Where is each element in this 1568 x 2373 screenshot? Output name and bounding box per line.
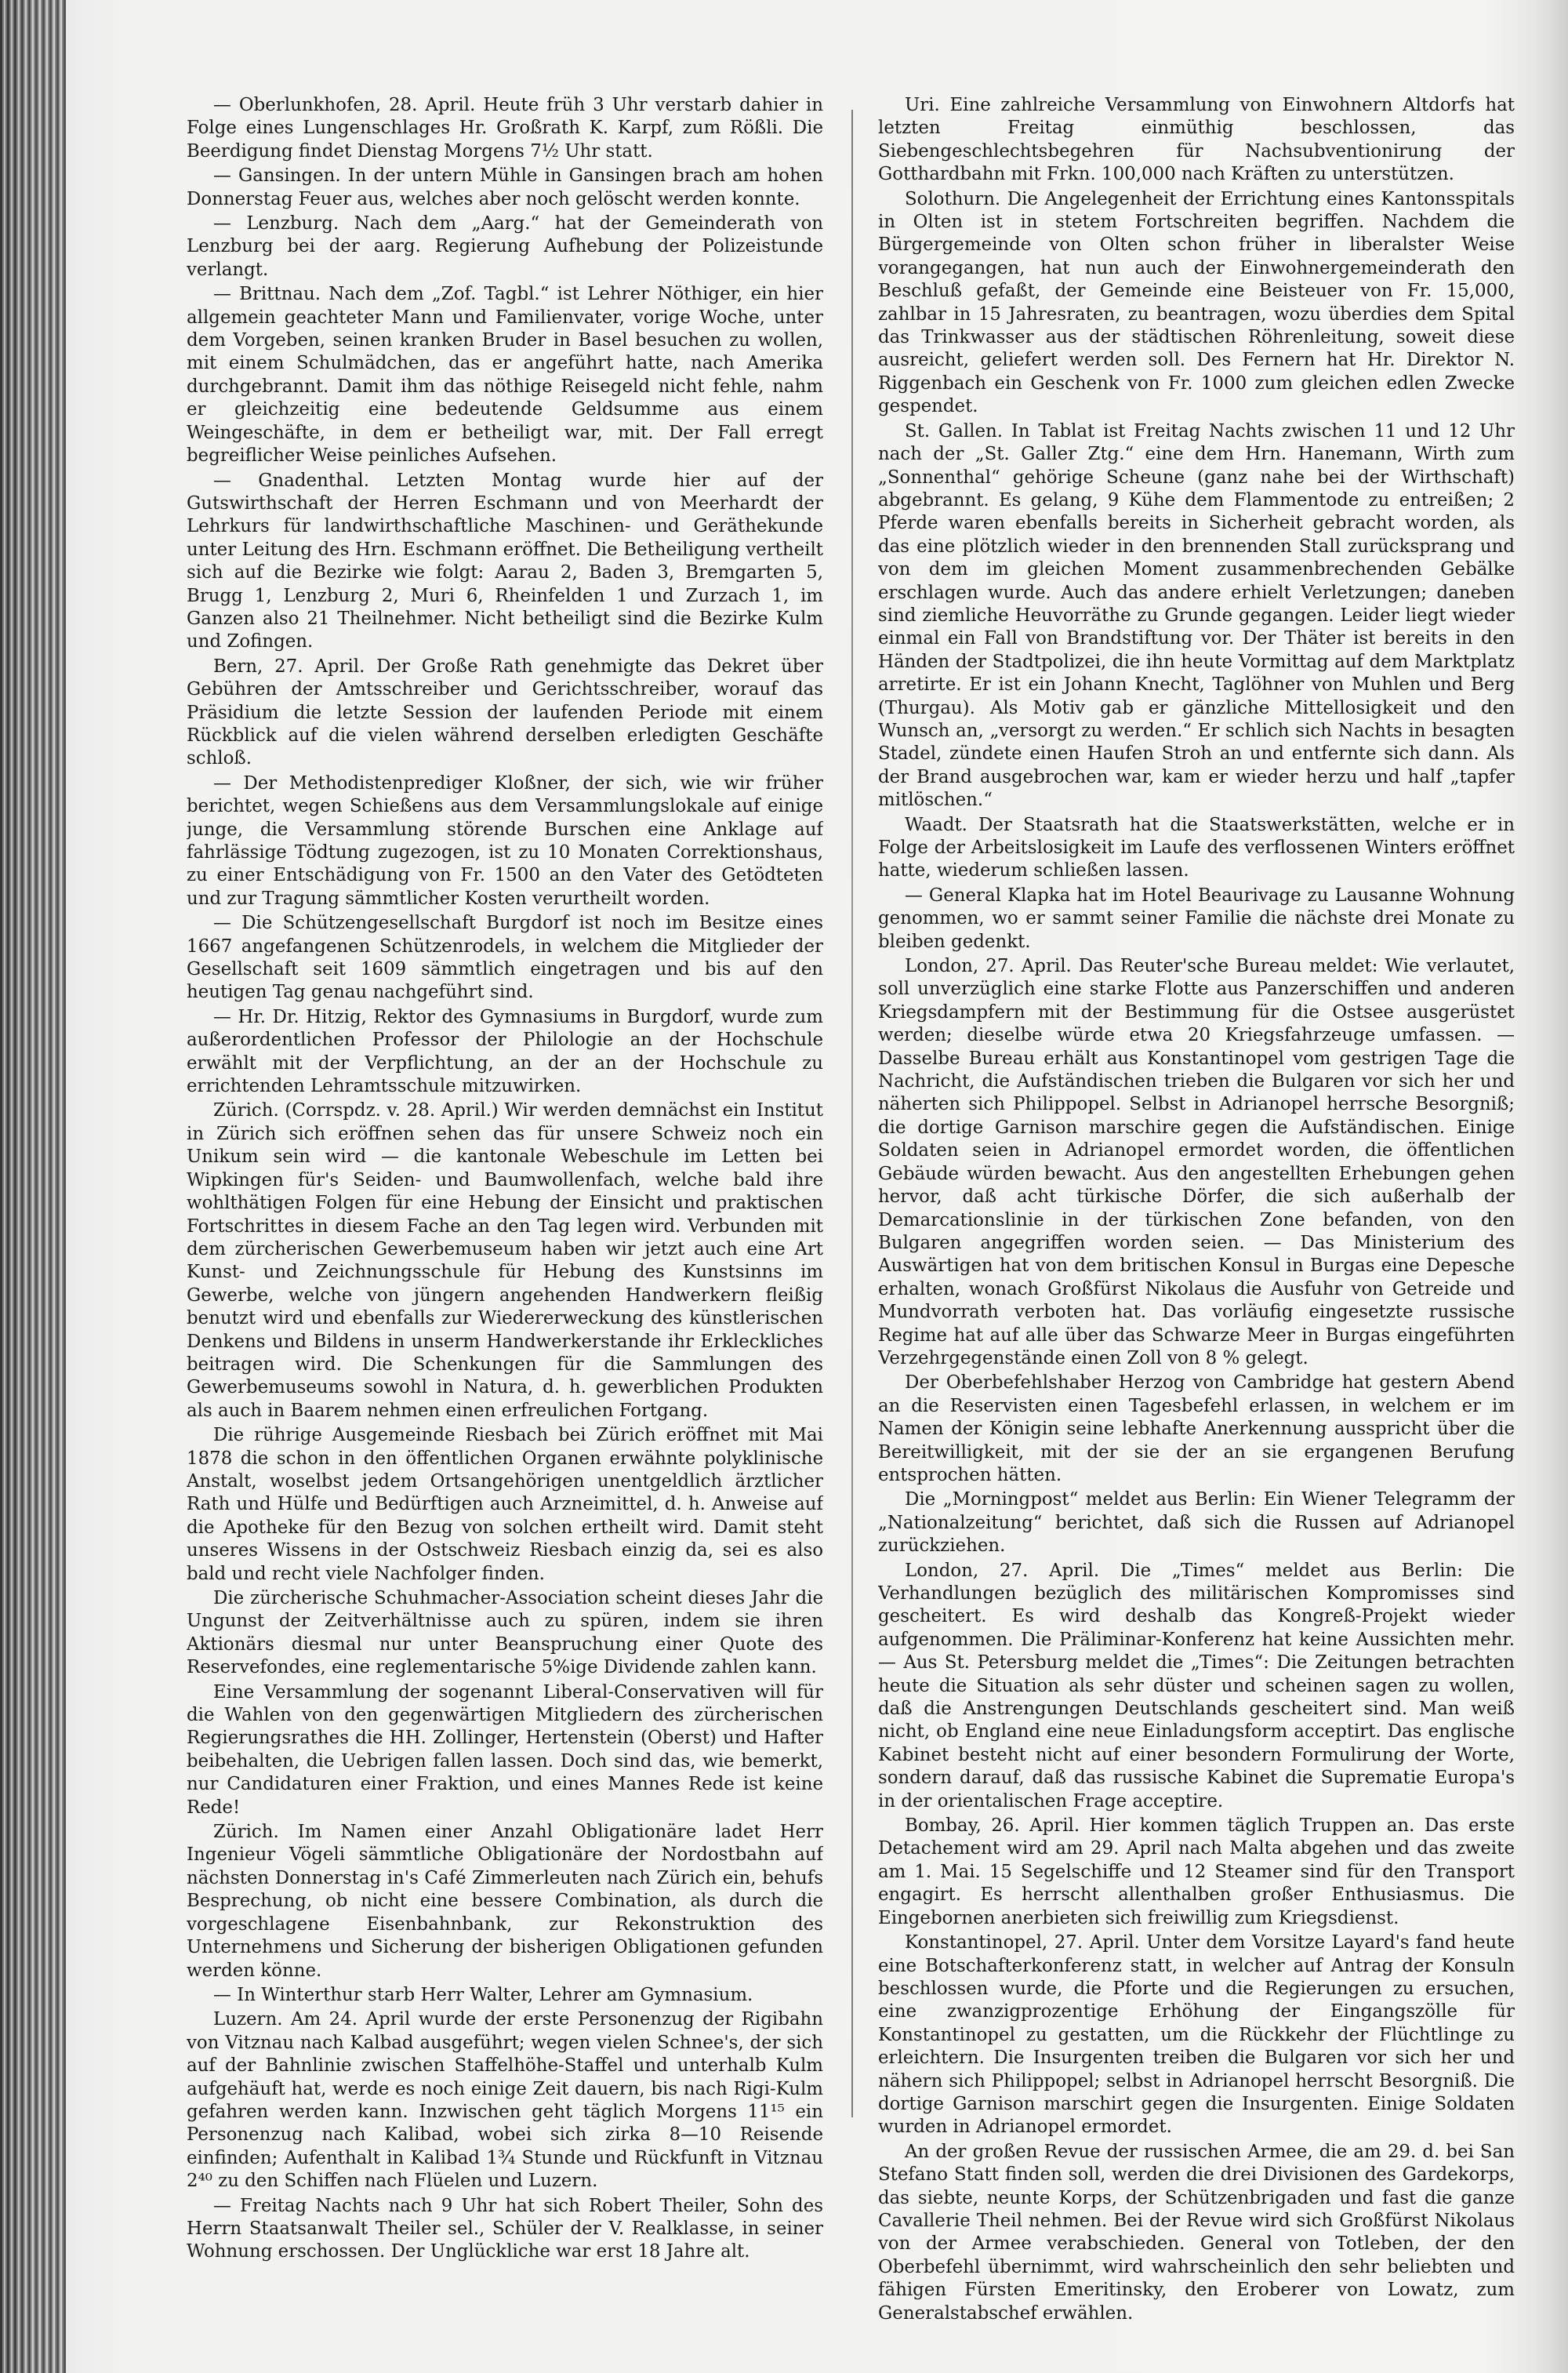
para-klapka: — General Klapka hat im Hotel Beaurivage zu Lausanne Wohnung genommen, wo er sammt seiner Familie die nächste drei Monate zu bleiben gedenkt.: [878, 885, 1515, 952]
book-spine-edge: [0, 0, 66, 2373]
para-konstantinopel: Konstantinopel, 27. April. Unter dem Vorsitze Layard's fand heute eine Botschafterkonferenz statt, in welcher auf Antrag der Konsuln beschlossen wurde, die Pforte und die Regierungen zu ersuchen, eine zwanzigprozentige Erhöhung der Eingangszölle für Konstantinopel zu gestatten, um die Rückkehr der Flüchtlinge zu erleichtern. Die Insurgenten treiben die Bulgaren vor sich her und nähern sich Philippopel; selbst in Adrianopel herrscht Besorgniß. Die dortige Garnison marschirt gegen die Insurgenten. Einige Soldaten wurden in Adrianopel ermordet.: [878, 1932, 1515, 2138]
para-revue: An der großen Revue der russischen Armee, die am 29. d. bei San Stefano Statt finden soll, werden die drei Divisionen des Gardekorps, das siebte, neunte Korps, der Schützenbrigaden und fast die ganze Cavallerie Theil nehmen. Bei der Revue wird sich Großfürst Nikolaus von der Armee verabschieden. General von Totleben, der den Oberbefehl übernimmt, wird wahrscheinlich den sehr beliebten und fähigen Fürsten Emeritinsky, den Eroberer von Lowatz, zum Generalstabschef erwählen.: [878, 2141, 1515, 2324]
para-st-gallen: St. Gallen. In Tablat ist Freitag Nachts zwischen 11 und 12 Uhr nach der „St. Galler Ztg.“ eine dem Hrn. Hanemann, Wirth zum „Sonnenthal“ gehörige Scheune (ganz nahe bei der Wirthschaft) abgebrannt. Es gelang, 9 Kühe dem Flammentode zu entreißen; 2 Pferde waren ebenfalls bereits in Sicherheit gebracht worden, als das eine plötzlich wieder in den brennenden Stall zurücksprang und von dem im gleichen Moment zusammenbrechenden Gebälke erschlagen wurde. Auch das andere erhielt Verletzungen; daneben sind ziemliche Heuvorräthe zu Grunde gegangen. Leider liegt wieder einmal ein Fall von Brandstiftung vor. Der Thäter ist bereits in den Händen der Stadtpolizei, die ihn heute Vormittag auf dem Marktplatz arretirte. Er ist ein Johann Knecht, Taglöhner von Muhlen und Berg (Thurgau). Als Motiv gab er gänzliche Mittellosigkeit und den Wunsch an, „versorgt zu werden.“ Er schlich sich Nachts in besagten Stadel, zündete einen Haufen Stroh an und entfernte sich dann. Als der Brand ausgebrochen war, kam er wieder herzu und half „tapfer mitlöschen.“: [878, 420, 1515, 811]
para-uri: Uri. Eine zahlreiche Versammlung von Einwohnern Altdorfs hat letzten Freitag einmüthig beschlossen, das Siebengeschlechtsbegehren für Nachsubventionirung der Gotthardbahn mit Frkn. 100,000 nach Kräften zu unterstützen.: [878, 95, 1515, 185]
para-london-2: London, 27. April. Die „Times“ meldet aus Berlin: Die Verhandlungen bezüglich des militärischen Kompromisses sind gescheitert. Es wird deshalb das Kongreß-Projekt wieder aufgenommen. Die Präliminar-Konferenz hat keine Aussichten mehr. — Aus St. Petersburg meldet die „Times“: Die Zeitungen betrachten heute die Situation als sehr düster und scheinen sagen zu wollen, daß die Anstrengungen Deutschlands gescheitert sind. Man weiß nicht, ob England eine neue Einladungsform acceptirt. Das englische Kabinet besteht nicht auf einer besondern Formulirung der Worte, sondern darauf, daß das russische Kabinet die Suprematie Europa's in der orientalischen Frage acceptire.: [878, 1560, 1515, 1812]
newspaper-page: [187, 94, 1519, 2337]
para-zuerich-1: Zürich. (Corrspdz. v. 28. April.) Wir werden demnächst ein Institut in Zürich sich eröffnen sehen das für unsere Schweiz noch ein Unikum sein wird — die kantonale Webeschule im Letten bei Wipkingen für's Seiden- und Baumwollenfach, welche bald ihre wohlthätigen Folgen für eine Hebung der Einsicht und praktischen Fortschrittes in diesem Fache an den Tag legen wird. Verbunden mit dem zürcherischen Gewerbemuseum haben wir jetzt auch eine Art Kunst- und Zeichnungsschule für Hebung des Kunstsinns im Gewerbe, welche von jüngern angehenden Handwerkern fleißig benutzt wird und ebenfalls zur Wiedererweckung des künstlerischen Denkens und Bildens in unserm Handwerkerstande ihr Erkleckliches beitragen wird. Die Schenkungen für die Sammlungen des Gewerbemuseums sowohl in Natura, d. h. gewerblichen Produkten als auch in Baarem nehmen einen erfreulichen Fortgang.: [187, 1100, 823, 1421]
para-brittnau: — Brittnau. Nach dem „Zof. Tagbl.“ ist Lehrer Nöthiger, ein hier allgemein geachteter Mann und Familienvater, vorige Woche, unter dem Vorgeben, seinen kranken Bruder in Basel besuchen zu wollen, mit einem Schulmädchen, das er angeführt hatte, nach Amerika durchgebrannt. Damit ihm das nöthige Reisegeld nicht fehle, nahm er gleichzeitig eine bedeutende Geldsumme aus einem Weingeschäfte, in dem er betheiligt war, mit. Der Fall erregt begreiflicher Weise peinliches Aufsehen.: [187, 284, 823, 467]
para-theiler: — Freitag Nachts nach 9 Uhr hat sich Robert Theiler, Sohn des Herrn Staatsanwalt Theiler sel., Schüler der V. Realklasse, in seiner Wohnung erschossen. Der Unglückliche war erst 18 Jahre alt.: [187, 2195, 823, 2262]
para-riesbach: Die rührige Ausgemeinde Riesbach bei Zürich eröffnet mit Mai 1878 die schon in den öffentlichen Organen erwähnte polyklinische Anstalt, woselbst jedem Ortsangehörigen unentgeldlich ärztlicher Rath und Hülfe und Bedürftigen auch Arzneimittel, d. h. Anweise auf die Apotheke für den Bezug von solchen ertheilt wird. Damit steht unseres Wissens in der Ostschweiz Riesbach einzig da, sei es also bald und recht viele Nachfolger finden.: [187, 1425, 823, 1584]
para-bern: Bern, 27. April. Der Große Rath genehmigte das Dekret über Gebühren der Amtsschreiber und Gerichtsschreiber, worauf das Präsidium die letzte Session der laufenden Periode mit einem Rückblick auf die vielen während derselben erledigten Geschäfte schloß.: [187, 656, 823, 769]
para-waadt: Waadt. Der Staatsrath hat die Staatswerkstätten, welche er in Folge der Arbeitslosigkeit im Laufe des verflossenen Winters eröffnet hatte, wiederum schließen lassen.: [878, 814, 1515, 881]
para-hitzig: — Hr. Dr. Hitzig, Rektor des Gymnasiums in Burgdorf, wurde zum außerordentlichen Professor der Philologie an der Hochschule erwählt mit der Verpflichtung, an der an der Hochschule zu errichtenden Lehramtsschule mitzuwirken.: [187, 1006, 823, 1097]
column-divider: [851, 110, 853, 2117]
para-solothurn: Solothurn. Die Angelegenheit der Errichtung eines Kantonsspitals in Olten ist in stetem Fortschreiten begriffen. Nachdem die Bürgergemeinde von Olten schon früher in liberalster Weise vorangegangen, hat nun auch der Einwohnergemeinderath den Beschluß gefaßt, der Gemeinde eine Beisteuer von Fr. 15,000, zahlbar in 15 Jahresraten, zu beantragen, wozu überdies dem Spital das Trinkwasser aus der städtischen Röhrenleitung, soweit diese ausreicht, geliefert werden soll. Des Fernern hat Hr. Direktor N. Riggenbach ein Geschenk von Fr. 1000 zum gleichen edlen Zwecke gespendet.: [878, 188, 1515, 417]
para-bombay: Bombay, 26. April. Hier kommen täglich Truppen an. Das erste Detachement wird am 29. April nach Malta abgehen und das zweite am 1. Mai. 15 Segelschiffe und 12 Steamer sind für den Transport engagirt. Es herrscht allenthalben großer Enthusiasmus. Die Eingebornen anerbieten sich freiwillig zum Kriegsdienst.: [878, 1815, 1515, 1928]
left-column: [187, 94, 823, 2337]
para-schuhmacher: Die zürcherische Schuhmacher-Association scheint dieses Jahr die Ungunst der Zeitverhältnisse auch zu spüren, indem sie ihren Aktionärs diesmal nur unter Beanspruchung einer Quote des Reservefondes, eine reglementarische 5%ige Dividende zahlen kann.: [187, 1588, 823, 1678]
para-burgdorf: — Die Schützengesellschaft Burgdorf ist noch im Besitze eines 1667 angefangenen Schützenrodels, in welchem die Mitglieder der Gesellschaft seit 1609 sämmtlich eingetragen und bis auf den heutigen Tag genau nachgeführt sind.: [187, 913, 823, 1003]
para-gnadenthal: — Gnadenthal. Letzten Montag wurde hier auf der Gutswirthschaft der Herren Eschmann und von Meerhardt der Lehrkurs für landwirthschaftliche Maschinen- und Geräthekunde unter Leitung des Hrn. Eschmann eröffnet. Die Betheiligung vertheilt sich auf die Bezirke wie folgt: Aarau 2, Baden 3, Bremgarten 5, Brugg 1, Lenzburg 2, Muri 6, Rheinfelden 1 und Zurzach 1, im Ganzen also 21 Theilnehmer. Nicht betheiligt sind die Bezirke Kulm und Zofingen.: [187, 470, 823, 652]
para-liberal: Eine Versammlung der sogenannt Liberal-Conservativen will für die Wahlen von den gegenwärtigen Mitgliedern des zürcherischen Regierungsrathes die HH. Zollinger, Hertenstein (Oberst) und Hafter beibehalten, die Uebrigen fallen lassen. Doch sind das, wie bemerkt, nur Candidaturen einer Fraktion, und eines Mannes Rede ist keine Rede!: [187, 1681, 823, 1818]
right-column: [878, 94, 1515, 2337]
para-zuerich-2: Zürich. Im Namen einer Anzahl Obligationäre ladet Herr Ingenieur Vögeli sämmtliche Obligationäre der Nordostbahn auf nächsten Donnerstag in's Café Zimmerleuten nach Zürich ein, behufs Besprechung, ob nicht eine bessere Combination, als durch die vorgeschlagene Eisenbahnbank, zur Rekonstruktion des Unternehmens und Sicherung der bisherigen Obligationen gefunden werden könne.: [187, 1822, 823, 1981]
para-lenzburg: — Lenzburg. Nach dem „Aarg.“ hat der Gemeinderath von Lenzburg bei der aarg. Regierung Aufhebung der Polizeistunde verlangt.: [187, 213, 823, 280]
para-london-1: London, 27. April. Das Reuter'sche Bureau meldet: Wie verlautet, soll unverzüglich eine starke Flotte aus Panzerschiffen und anderen Kriegsdampfern mit der Bestimmung für die Ostsee ausgerüstet werden; dieselbe würde etwa 20 Kriegsfahrzeuge umfassen. — Dasselbe Bureau erhält aus Konstantinopel vom gestrigen Tage die Nachricht, die Aufständischen trieben die Bulgaren vor sich her und näherten sich Philippopel. Selbst in Adrianopel herrsche Besorgniß; die dortige Garnison marschire gegen die Aufständischen. Einige Soldaten seien in Adrianopel ermordet worden, die öffentlichen Gebäude würden bewacht. Aus den angestellten Erhebungen gehen hervor, daß acht türkische Dörfer, die sich außerhalb der Demarcationslinie in der türkischen Zone befanden, von den Bulgaren angegriffen worden seien. — Das Ministerium des Auswärtigen hat von dem britischen Konsul in Burgas eine Depesche erhalten, wonach Großfürst Nikolaus die Ausfuhr von Getreide und Mundvorrath verboten hat. Das vorläufig eingesetzte russische Regime hat auf alle über das Schwarze Meer in Burgas eingeführten Verzehrgegenstände einen Zoll von 8 % gelegt.: [878, 956, 1515, 1368]
para-methodisten: — Der Methodistenprediger Kloßner, der sich, wie wir früher berichtet, wegen Schießens aus dem Versammlungslokale auf einige junge, die Versammlung störende Burschen eine Anklage auf fahrlässige Tödtung zugezogen, ist zu 10 Monaten Correktionshaus, zu einer Entschädigung von Fr. 1500 an den Vater des Getödteten und zur Tragung sämmtlicher Kosten verurtheilt worden.: [187, 772, 823, 909]
para-luzern: Luzern. Am 24. April wurde der erste Personenzug der Rigibahn von Vitznau nach Kalbad ausgeführt; wegen vielen Schnee's, der sich auf der Bahnlinie zwischen Staffelhöhe-Staffel und unterhalb Kulm aufgehäuft hat, werde es noch einige Zeit dauern, bis nach Rigi-Kulm gefahren werden kann. Inzwischen geht täglich Morgens 11¹⁵ ein Personenzug nach Kalibad, wobei sich zirka 8—10 Reisende einfinden; Aufenthalt in Kalibad 1¾ Stunde und Rückfunft in Vitznau 2⁴⁰ zu den Schiffen nach Flüelen und Luzern.: [187, 2009, 823, 2192]
para-oberlunkhofen: — Oberlunkhofen, 28. April. Heute früh 3 Uhr verstarb dahier in Folge eines Lungenschlages Hr. Großrath K. Karpf, zum Rößli. Die Beerdigung findet Dienstag Morgens 7½ Uhr statt.: [187, 95, 823, 162]
para-gansingen: — Gansingen. In der untern Mühle in Gansingen brach am hohen Donnerstag Feuer aus, welches aber noch gelöscht werden konnte.: [187, 165, 823, 209]
para-morningpost: Die „Morningpost“ meldet aus Berlin: Ein Wiener Telegramm der „Nationalzeitung“ berichtet, daß sich die Russen auf Adrianopel zurückziehen.: [878, 1489, 1515, 1557]
para-cambridge: Der Oberbefehlshaber Herzog von Cambridge hat gestern Abend an die Reservisten einen Tagesbefehl erlassen, in welchem er im Namen der Königin seine lebhafte Anerkennung ausspricht über die Bereitwilligkeit, mit der sie der an sie ergangenen Berufung entsprochen hätten.: [878, 1372, 1515, 1485]
para-winterthur: — In Winterthur starb Herr Walter, Lehrer am Gymnasium.: [213, 1984, 753, 2005]
